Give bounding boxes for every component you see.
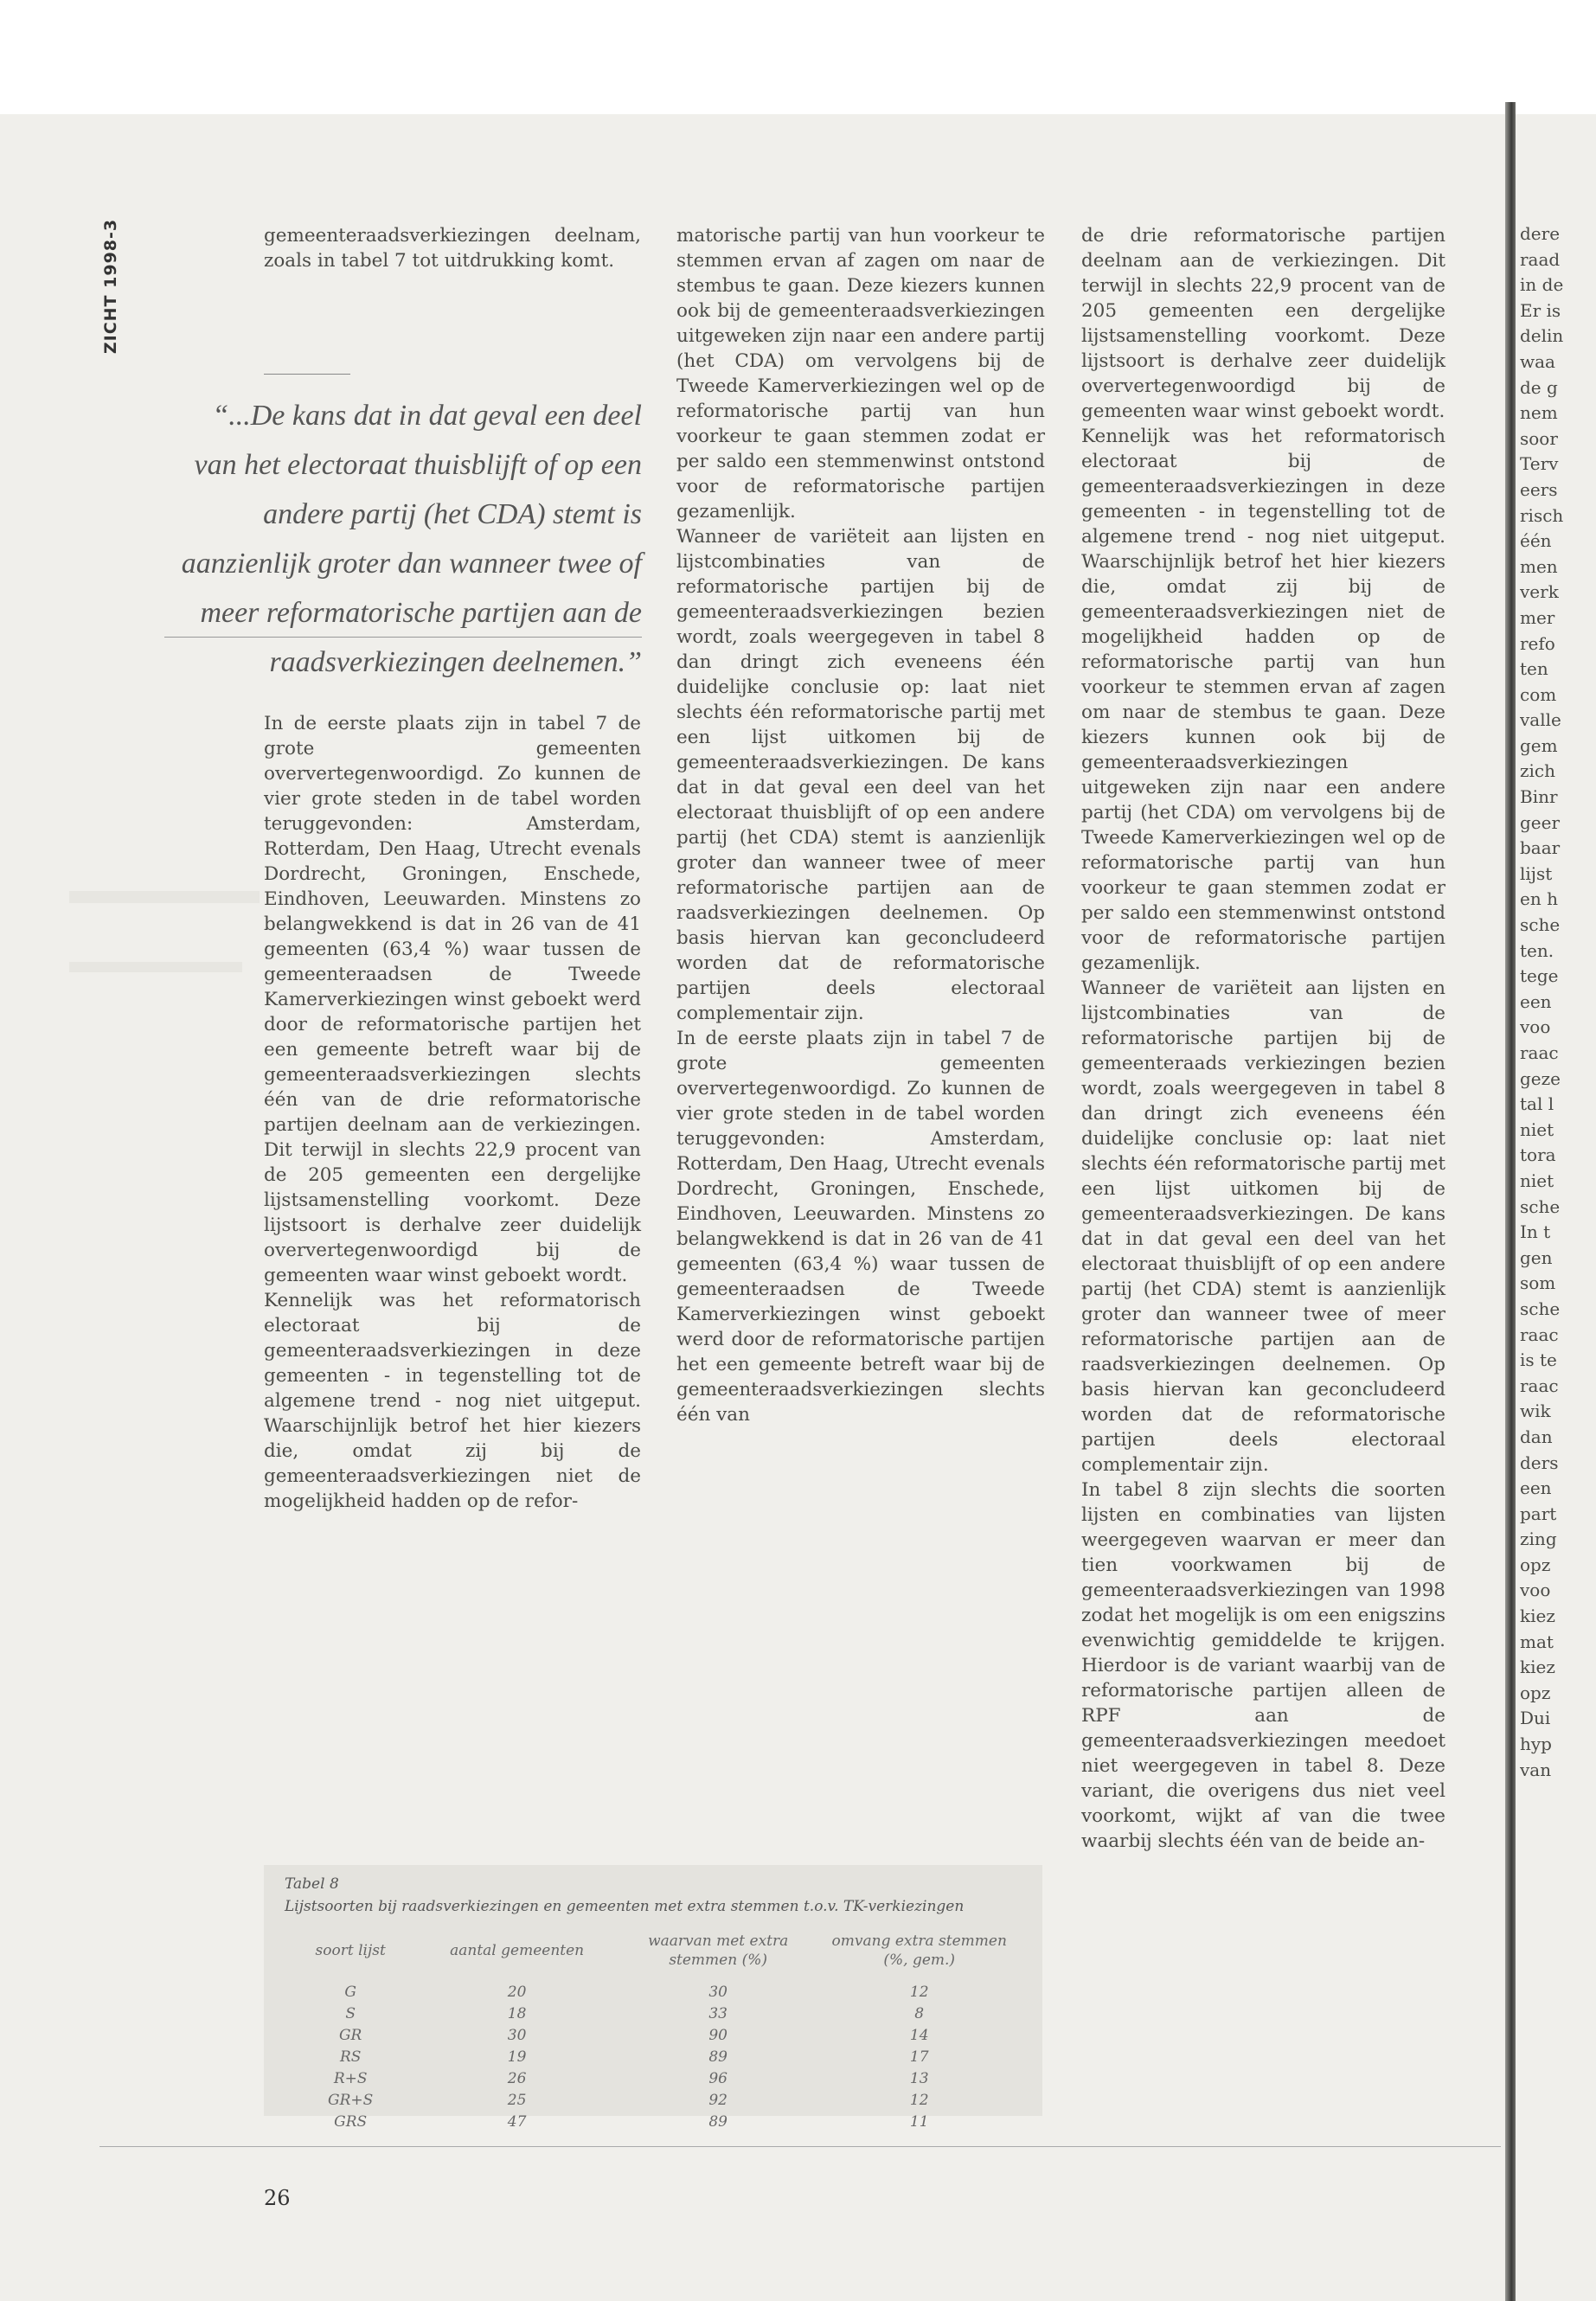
text-fragment: ten. <box>1520 939 1554 961</box>
text-fragment: Dui <box>1520 1708 1551 1729</box>
table-cell: 13 <box>909 2070 929 2087</box>
table-header-row <box>285 1931 1020 1982</box>
table-cell: 89 <box>708 2113 727 2131</box>
table-row <box>285 2068 1020 2090</box>
text-fragment: niet <box>1520 1118 1554 1140</box>
text-fragment: niet <box>1520 1170 1554 1191</box>
table-cell: 30 <box>708 1984 727 2001</box>
bleed-through <box>69 962 242 972</box>
text-fragment: wik <box>1520 1400 1551 1422</box>
text-fragment: een <box>1520 990 1552 1012</box>
table-cell: G <box>344 1984 356 2001</box>
text-fragment: sche <box>1520 914 1561 936</box>
table-header-cell: aantal gemeenten <box>450 1942 585 1959</box>
text-fragment: In t <box>1520 1221 1551 1243</box>
text-fragment: refo <box>1520 632 1555 654</box>
table-row <box>285 2003 1020 2025</box>
table-cell: 47 <box>507 2113 527 2131</box>
paragraph: Kennelijk was het reformatorisch electoraat bij de gemeenteraadsverkiezingen in deze gemeenten - in tegenstelling tot de algemene trend - nog niet uitgeput. Waarschijnlijk betrof het hier kiezers die, omdat zij bij de gemeenteraadsverkiezingen niet de mogelijkheid hadden op de reformatorische partij van hun voorkeur te stemmen ervan af zagen om naar de stembus te gaan. Deze kiezers kunnen ook bij de gemeenteraadsverkiezingen uitgeweken zijn naar een andere partij (het CDA) om vervolgens bij de Tweede Kamerverkiezingen wel op de reformatorische partij van hun voorkeur te gaan stemmen zodat er per saldo een stemmenwinst ontstond voor de reformatorische partijen gezamenlijk. <box>1081 426 1445 974</box>
text-fragment: Er is <box>1520 299 1561 321</box>
table-cell: 30 <box>507 2027 527 2044</box>
text-fragment: raac <box>1520 1375 1559 1396</box>
text-fragment: Terv <box>1520 453 1559 475</box>
column-2-body <box>676 223 1045 1427</box>
text-fragment: en h <box>1520 888 1558 910</box>
text-fragment: tora <box>1520 1144 1556 1166</box>
footer-rule <box>99 2146 1501 2147</box>
text-fragment: raad <box>1520 248 1561 270</box>
text-fragment: waa <box>1520 350 1555 372</box>
journal-side-label: ZICHT 1998-3 <box>101 218 120 355</box>
table-label: Tabel 8 <box>285 1875 339 1893</box>
table-header-cell: omvang extra stemmen (%, gem.) <box>831 1932 1007 1969</box>
table-cell: 20 <box>507 1984 527 2001</box>
text-fragment: mat <box>1520 1631 1554 1652</box>
table-cell: 92 <box>708 2092 727 2109</box>
text-fragment: dere <box>1520 223 1561 244</box>
text-fragment: voo <box>1520 1016 1551 1038</box>
text-fragment: part <box>1520 1503 1557 1524</box>
text-fragment: hyp <box>1520 1734 1552 1755</box>
text-fragment: in de <box>1520 274 1564 296</box>
page-number: 26 <box>264 2186 291 2210</box>
text-fragment: opz <box>1520 1554 1551 1575</box>
text-fragment: dan <box>1520 1426 1553 1447</box>
table-8 <box>264 1865 1042 2131</box>
text-fragment: voo <box>1520 1580 1551 1601</box>
text-fragment: eers <box>1520 478 1558 500</box>
text-fragment: men <box>1520 555 1558 577</box>
table-cell: 19 <box>507 2048 527 2066</box>
text-fragment: tege <box>1520 965 1559 987</box>
text-fragment: sche <box>1520 1195 1561 1217</box>
table-8-grid <box>285 1931 1020 2133</box>
next-page-text-fragments <box>1520 221 1563 1783</box>
table-row <box>285 2025 1020 2047</box>
text-fragment: valle <box>1520 709 1561 731</box>
table-cell: 33 <box>708 2005 727 2022</box>
table-row <box>285 2090 1020 2112</box>
text-fragment: Binr <box>1520 786 1558 808</box>
text-fragment: de g <box>1520 376 1558 398</box>
table-cell: 8 <box>914 2005 925 2022</box>
pull-quote: “...De kans dat in dat geval een deel van het electoraat thuisblijft of op een andere partij (het CDA) stemt is aanzienlijk groter dan wanneer twee of meer reformatorische partijen aan de raadsverkiezingen deelnemen.” <box>181 400 642 678</box>
text-fragment: nem <box>1520 402 1558 424</box>
text-fragment: com <box>1520 683 1557 705</box>
table-cell: RS <box>339 2048 362 2066</box>
table-cell: 14 <box>909 2027 929 2044</box>
paragraph: In de eerste plaats zijn in tabel 7 de grote gemeenten oververtegenwoordigd. Zo kunnen de vier grote steden in de tabel worden teruggevonden: Amsterdam, Rotterdam, Den Haag, Utrecht evenals Dordrecht, Groningen, Enschede, Eindhoven, Leeuwarden. Minstens zo belangwekkend is dat in 26 van de 41 gemeenten (63,4 %) waar tussen de gemeenteraadsen de Tweede Kamerverkiezingen winst geboekt werd door de reformatorische partijen het een gemeente betreft waar bij de gemeenteraadsverkiezingen slechts één van <box>676 1028 1045 1426</box>
text-fragment: lijst <box>1520 862 1553 884</box>
table-cell: S <box>345 2005 356 2022</box>
text-fragment: raac <box>1520 1042 1559 1063</box>
paragraph: In tabel 8 zijn slechts die soorten lijsten en combinaties van lijsten weergegeven waarvan er meer dan tien voorkwamen bij de gemeenteraadsverkiezingen van 1998 zodat het mogelijk is om een enigszins evenwichtig gemiddelde te krijgen. Hierdoor is de variant waarbij van de reformatorische partijen alleen de RPF aan de gemeenteraadsverkiezingen meedoet niet weergegeven in tabel 8. Deze variant, die overigens dus niet veel voorkomt, wijkt af van die twee waarbij slechts één van de beide an- <box>1081 1479 1445 1852</box>
text-fragment: gem <box>1520 734 1558 756</box>
table-row <box>285 2047 1020 2068</box>
text-fragment: mer <box>1520 606 1555 628</box>
text-fragment: soor <box>1520 427 1558 449</box>
paragraph: Kennelijk was het reformatorisch electoraat bij de gemeenteraadsverkiezingen in deze gemeenten - in tegenstelling tot de algemene trend - nog niet uitgeput. Waarschijnlijk betrof het hier kiezers die, omdat zij bij de gemeenteraadsverkiezingen niet de mogelijkheid hadden op de refor- <box>264 1290 641 1512</box>
text-fragment: baar <box>1520 837 1561 859</box>
table-header-cell: soort lijst <box>315 1942 386 1959</box>
table-cell: 25 <box>507 2092 527 2109</box>
paragraph: In de eerste plaats zijn in tabel 7 de grote gemeenten oververtegenwoordigd. Zo kunnen de vier grote steden in de tabel worden teruggevonden: Amsterdam, Rotterdam, Den Haag, Utrecht evenals Dordrecht, Groningen, Enschede, Eindhoven, Leeuwarden. Minstens zo belangwekkend is dat in 26 van de 41 gemeenten (63,4 %) waar tussen de gemeenteraadsen de Tweede Kamerverkiezingen winst geboekt werd door de reformatorische partijen het een gemeente betreft waar bij de gemeenteraadsverkiezingen slechts één van de drie reformatorische partijen deelnam aan de verkiezingen. Dit terwijl in slechts 22,9 procent van de 205 gemeenten een dergelijke lijstsamenstelling voorkomt. Deze lijstsoort is derhalve zeer duidelijk oververtegenwoordigd bij de gemeenten waar winst geboekt wordt. <box>264 713 641 1286</box>
table-cell: 11 <box>909 2113 929 2131</box>
table-cell: 12 <box>909 1984 929 2001</box>
text-fragment: opz <box>1520 1682 1551 1703</box>
table-row <box>285 2112 1020 2133</box>
paragraph: matorische partij van hun voorkeur te stemmen ervan af zagen om naar de stembus te gaan. Deze kiezers kunnen ook bij de gemeenteraadsverkiezingen uitgeweken zijn naar een andere partij (het CDA) om vervolgens bij de Tweede Kamerverkiezingen wel op de reformatorische partij van hun voorkeur te gaan stemmen zodat er per saldo een stemmenwinst ontstond voor de reformatorische partijen gezamenlijk. <box>676 225 1045 522</box>
text-fragment: gen <box>1520 1247 1553 1268</box>
text-fragment: kiez <box>1520 1606 1555 1627</box>
text-fragment: tal l <box>1520 1093 1554 1115</box>
table-cell: GR+S <box>328 2092 374 2109</box>
text-fragment: zich <box>1520 760 1556 782</box>
text-fragment: ders <box>1520 1452 1559 1473</box>
text-fragment: is te <box>1520 1349 1557 1371</box>
quote-underline <box>164 637 642 638</box>
bleed-through <box>69 891 260 903</box>
table-caption: Lijstsoorten bij raadsverkiezingen en gemeenten met extra stemmen t.o.v. TK-verkiezingen <box>285 1898 965 1915</box>
table-cell: 18 <box>507 2005 527 2022</box>
paragraph: gemeenteraadsverkiezingen deelnam, zoals in tabel 7 tot uitdrukking komt. <box>264 225 641 272</box>
text-fragment: delin <box>1520 325 1564 347</box>
paragraph: Wanneer de variëteit aan lijsten en lijstcombinaties van de reformatorische partijen bij de gemeenteraadsverkiezingen bezien wordt, zoals weergegeven in tabel 8 dan dringt zich eveneens één duidelijke conclusie op: laat niet slechts één reformatorische partij met een lijst uitkomen bij de gemeenteraadsverkiezingen. De kans dat in dat geval een deel van het electoraat thuisblijft of op een andere partij (het CDA) stemt is aanzienlijk groter dan wanneer twee of meer reformatorische partijen aan de raadsverkiezingen deelnemen. Op basis hiervan kan geconcludeerd worden dat de reformatorische partijen deels electoraal complementair zijn. <box>676 526 1045 1024</box>
table-cell: 26 <box>507 2070 527 2087</box>
paragraph: Wanneer de variëteit aan lijsten en lijstcombinaties van de reformatorische partijen bij de gemeenteraads verkiezingen bezien wordt, zoals weergegeven in tabel 8 dan dringt zich eveneens één duidelijke conclusie op: laat niet slechts één reformatorische partij met een lijst uitkomen bij de gemeenteraadsverkiezingen. De kans dat in dat geval een deel van het electoraat thuisblijft of op een andere partij (het CDA) stemt is aanzienlijk groter dan wanneer twee of meer reformatorische partijen aan de raadsverkiezingen deelnemen. Op basis hiervan kan geconcludeerd worden dat de reformatorische partijen deels electoraal complementair zijn. <box>1081 977 1445 1476</box>
text-fragment: een <box>1520 1477 1552 1499</box>
table-body <box>285 1982 1020 2133</box>
table-cell: 96 <box>708 2070 727 2087</box>
quote-rule <box>264 374 350 375</box>
column-1-body <box>264 711 641 1514</box>
text-fragment: risch <box>1520 504 1564 526</box>
table-cell: 12 <box>909 2092 929 2109</box>
table-cell: GR <box>338 2027 362 2044</box>
text-fragment: geer <box>1520 811 1561 833</box>
text-fragment: één <box>1520 530 1552 552</box>
table-cell: 89 <box>708 2048 727 2066</box>
text-fragment: ten <box>1520 658 1548 680</box>
text-fragment: kiez <box>1520 1657 1555 1678</box>
text-fragment: raac <box>1520 1324 1559 1345</box>
book-spine <box>1505 102 1516 2301</box>
column-1-top <box>264 223 641 273</box>
table-cell: 17 <box>909 2048 929 2066</box>
text-fragment: som <box>1520 1272 1556 1294</box>
text-fragment: sche <box>1520 1298 1561 1319</box>
text-fragment: zing <box>1520 1529 1557 1550</box>
paragraph: de drie reformatorische partijen deelnam aan de verkiezingen. Dit terwijl in slechts 22,9 procent van de 205 gemeenten een dergelijke lijstsamenstelling voorkomt. Deze lijstsoort is derhalve zeer duidelijk oververtegenwoordigd bij de gemeenten waar winst geboekt wordt. <box>1081 225 1445 422</box>
text-fragment: geze <box>1520 1067 1561 1089</box>
column-3-body <box>1081 223 1445 1854</box>
table-cell: R+S <box>333 2070 368 2087</box>
text-fragment: van <box>1520 1759 1552 1780</box>
text-fragment: verk <box>1520 581 1559 603</box>
table-cell: GRS <box>334 2113 368 2131</box>
table-cell: 90 <box>708 2027 727 2044</box>
table-row <box>285 1982 1020 2003</box>
table-header-cell: waarvan met extra stemmen (%) <box>648 1932 789 1969</box>
